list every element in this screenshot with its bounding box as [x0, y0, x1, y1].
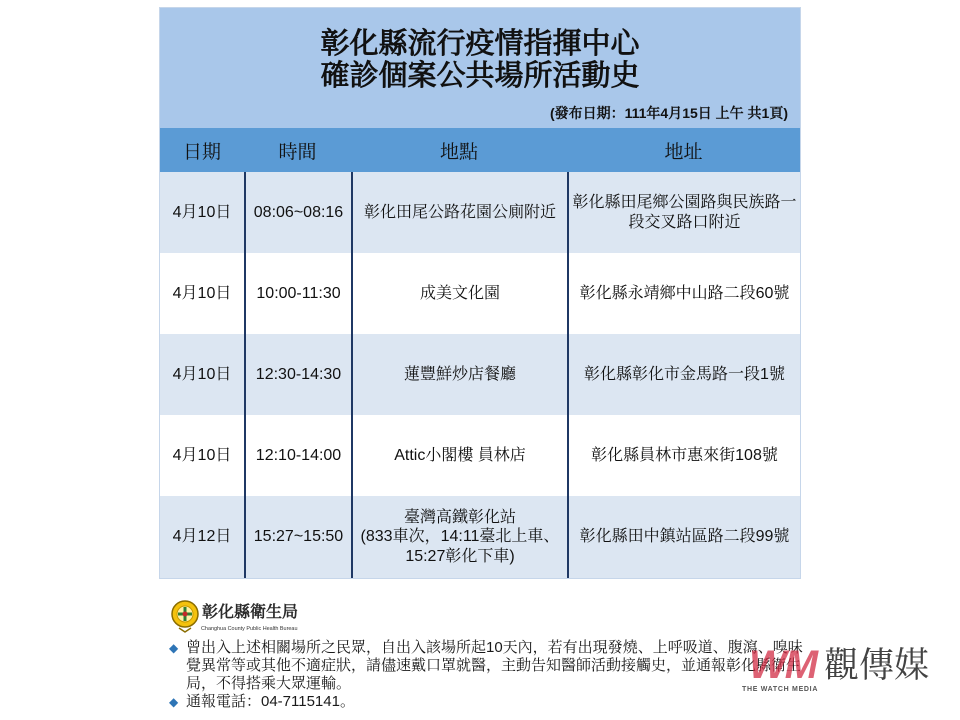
- table-row: [160, 253, 800, 334]
- address-cell: [567, 334, 800, 415]
- table-row: [160, 172, 800, 253]
- column-header-date: 日期: [182, 141, 221, 163]
- time-text: 08:06~08:16: [253, 203, 344, 221]
- time-text: 15:27~15:50: [253, 528, 344, 545]
- diamond-bullet-icon: ◆: [169, 695, 179, 709]
- place-cell: [351, 253, 567, 334]
- date-text: 4月10日: [172, 284, 232, 302]
- activity-notice-card: [160, 8, 800, 578]
- place-text: 成美文化園: [419, 284, 500, 302]
- diamond-bullet-icon: ◆: [169, 641, 179, 655]
- footnote-item: [169, 693, 803, 711]
- date-text: 4月12日: [172, 528, 232, 545]
- time-text: 12:10-14:00: [255, 446, 342, 464]
- date-text: 4月10日: [172, 203, 232, 221]
- notice-title-line-1: 彰化縣流行疫情指揮中心: [320, 28, 640, 60]
- place-cell: [351, 496, 567, 578]
- time-cell: [244, 253, 351, 334]
- column-header-address: 地址: [664, 141, 703, 163]
- time-text: 12:30-14:30: [255, 365, 342, 383]
- watermark-tagline: THE WATCH MEDIA: [742, 686, 819, 693]
- date-cell: [160, 496, 244, 578]
- time-cell: [244, 496, 351, 578]
- date-cell: [160, 172, 244, 253]
- issuer-name-english: Changhua County Public Health Bureau: [201, 625, 298, 632]
- table-row: [160, 496, 800, 578]
- footnote-line: 通報電話：04-7115141。: [186, 693, 355, 710]
- footnote-line: 曾出入上述相關場所之民眾，自出入該場所起10天內，若有出現發燒、上呼吸道、腹瀉、嗅味: [186, 639, 803, 656]
- address-text: 彰化縣彰化市金馬路一段1號: [584, 365, 785, 383]
- date-cell: [160, 415, 244, 496]
- time-cell: [244, 415, 351, 496]
- address-cell: [567, 172, 800, 253]
- table-row: [160, 415, 800, 496]
- notice-title-line-2: 確診個案公共場所活動史: [320, 60, 640, 92]
- notice-header: [160, 8, 800, 128]
- table-row: [160, 334, 800, 415]
- place-text: Attic小閣樓 員林店: [394, 446, 526, 464]
- place-cell: [351, 415, 567, 496]
- address-text: 彰化縣田尾鄉公園路與民族路一: [572, 193, 797, 211]
- column-header-time: 時間: [278, 141, 317, 163]
- date-cell: [160, 253, 244, 334]
- date-text: 4月10日: [172, 446, 232, 464]
- place-text: 15:27彰化下車): [405, 547, 515, 565]
- address-text: 段交叉路口附近: [628, 213, 741, 231]
- issuer-name-chinese: 彰化縣衛生局: [202, 602, 299, 621]
- address-text: 彰化縣永靖鄉中山路二段60號: [579, 284, 790, 302]
- footnote-line: 覺異常等或其他不適症狀，請儘速戴口罩就醫，主動告知醫師活動接觸史，並通報彰化縣衛生: [186, 657, 802, 674]
- time-text: 10:00-11:30: [256, 284, 341, 302]
- health-bureau-emblem-icon: [170, 597, 200, 633]
- column-header-place: 地點: [439, 141, 478, 163]
- activity-table: [160, 172, 800, 578]
- address-text: 彰化縣田中鎮站區路二段99號: [579, 528, 790, 545]
- address-cell: [567, 496, 800, 578]
- watermark-logo-mark: WM: [749, 643, 817, 687]
- place-cell: [351, 334, 567, 415]
- place-cell: [351, 172, 567, 253]
- footnote-line: 局，不得搭乘大眾運輸。: [186, 675, 352, 692]
- table-header-row: [160, 128, 800, 172]
- place-text: 彰化田尾公路花園公廁附近: [363, 203, 556, 221]
- publish-date-note: (發布日期：111年4月15日 上午 共1頁): [549, 105, 788, 121]
- address-cell: [567, 253, 800, 334]
- place-text: 蓮豐鮮炒店餐廳: [403, 365, 516, 383]
- date-cell: [160, 334, 244, 415]
- address-text: 彰化縣員林市惠來街108號: [591, 446, 778, 464]
- time-cell: [244, 334, 351, 415]
- watermark-brand-name: 觀傳媒: [824, 646, 930, 685]
- place-text: (833車次，14:11臺北上車、: [360, 528, 560, 546]
- time-cell: [244, 172, 351, 253]
- place-text: 臺灣高鐵彰化站: [403, 508, 516, 526]
- footnote-item: [169, 639, 803, 693]
- date-text: 4月10日: [172, 365, 232, 383]
- notice-footnotes: [169, 639, 803, 711]
- address-cell: [567, 415, 800, 496]
